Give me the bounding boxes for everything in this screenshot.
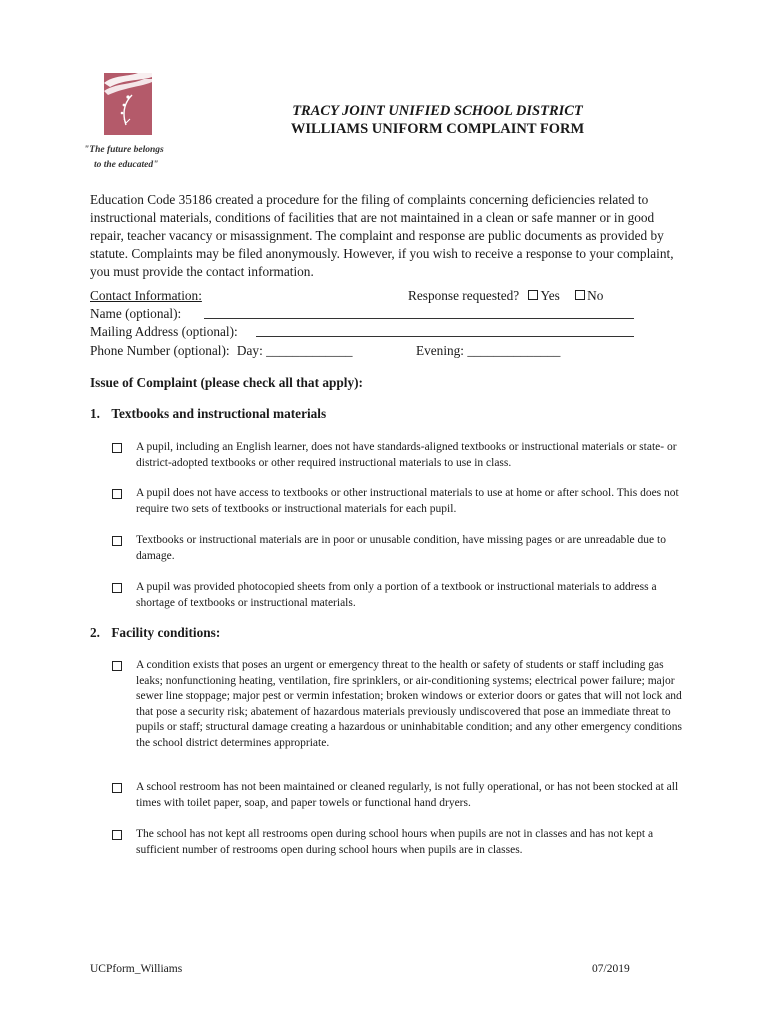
checkbox[interactable]	[112, 489, 122, 499]
phone-label: Phone Number (optional):	[90, 343, 230, 358]
section-2-item-2	[112, 780, 682, 811]
section-1-item-2	[112, 486, 682, 517]
intro-paragraph: Education Code 35186 created a procedure for the filing of complaints concerning deficiencies related to instructional materials, conditions of facilities that are not maintained in a clean or safe manner or in good repair, teacher vacancy or misassignment. The complaint and response are public documents as provided by statute. Complaints may be filed anonymously. However, if you wish to receive a response to your complaint, you must provide the contact information.	[90, 192, 674, 279]
item-text: A pupil does not have access to textbooks or other instructional materials to use at home or after school. This does not require two sets of textbooks or instructional materials for each pupil.	[136, 487, 679, 515]
yes-label: Yes	[540, 288, 560, 303]
phone-row	[90, 343, 353, 359]
section-1-item-3	[112, 533, 682, 564]
section-2-title: Facility conditions:	[111, 625, 221, 640]
tagline-line-2: to the educated"	[94, 160, 159, 170]
section-2-number: 2.	[90, 625, 100, 640]
form-title: WILLIAMS UNIFORM COMPLAINT FORM	[290, 121, 585, 137]
checkbox[interactable]	[112, 830, 122, 840]
item-text: A pupil, including an English learner, does not have standards-aligned textbooks or instructional materials or state- or district-adopted textbooks or other required instructional materials to use in class.	[136, 441, 677, 469]
item-text: The school has not kept all restrooms open during school hours when pupils are not in classes and has not kept a sufficient number of restrooms open during school hours when pupils are in classes.	[136, 828, 654, 856]
response-requested	[408, 288, 603, 304]
address-row	[90, 324, 238, 340]
checkbox[interactable]	[112, 443, 122, 453]
tagline-line-1: "The future belongs	[84, 145, 164, 155]
section-2-item-1	[112, 658, 682, 751]
contact-heading: Contact Information:	[90, 288, 202, 303]
district-logo	[104, 73, 152, 135]
no-checkbox[interactable]	[575, 290, 585, 300]
checkbox[interactable]	[112, 661, 122, 671]
name-row	[90, 306, 181, 322]
checkbox[interactable]	[112, 583, 122, 593]
issue-heading: Issue of Complaint (please check all that apply):	[90, 375, 363, 390]
section-1-number: 1.	[90, 406, 100, 421]
response-label: Response requested?	[408, 288, 520, 303]
no-label: No	[587, 288, 604, 303]
day-field[interactable]: Day: _____________	[236, 343, 353, 358]
footer-date: 07/2019	[592, 963, 630, 975]
section-1-item-1	[112, 440, 682, 471]
section-1-item-4	[112, 580, 682, 611]
item-text: A condition exists that poses an urgent or emergency threat to the health or safety of students or staff including gas leaks; nonfunctioning heating, ventilation, fire sprinklers, or air-conditioning systems; electrical power failure; major sewer line stoppage; major pest or vermin infestation; broken windows or exterior doors or gates that will not lock and that pose a security risk; abatement of hazardous materials previously undiscovered that pose an immediate threat to pupils or staff; structural damage creating a hazardous or uninhabitable condition; and any other emergency conditions the school district determines appropriate.	[136, 659, 682, 749]
logo-graphic	[104, 73, 152, 135]
section-2-item-3	[112, 827, 682, 858]
checkbox[interactable]	[112, 536, 122, 546]
name-field[interactable]	[204, 305, 634, 319]
address-field[interactable]	[256, 323, 634, 337]
address-label: Mailing Address (optional):	[90, 324, 238, 339]
section-2-heading	[90, 625, 220, 641]
name-label: Name (optional):	[90, 306, 182, 321]
section-1-title: Textbooks and instructional materials	[111, 406, 327, 421]
evening-field[interactable]: Evening: ______________	[416, 343, 561, 358]
district-name: TRACY JOINT UNIFIED SCHOOL DISTRICT	[292, 103, 583, 119]
logo-tagline	[84, 143, 184, 173]
section-1-heading	[90, 406, 326, 422]
yes-checkbox[interactable]	[528, 290, 538, 300]
item-text: A school restroom has not been maintained or cleaned regularly, is not fully operational, or has not been stocked at all times with toilet paper, soap, and paper towels or functional hand dryers.	[136, 781, 679, 809]
item-text: Textbooks or instructional materials are in poor or unusable condition, have missing pages or are unreadable due to damage.	[136, 534, 666, 562]
checkbox[interactable]	[112, 783, 122, 793]
footer-form-id: UCPform_Williams	[90, 963, 183, 975]
item-text: A pupil was provided photocopied sheets from only a portion of a textbook or instructional materials to address a shortage of textbooks or instructional materials.	[136, 581, 657, 609]
